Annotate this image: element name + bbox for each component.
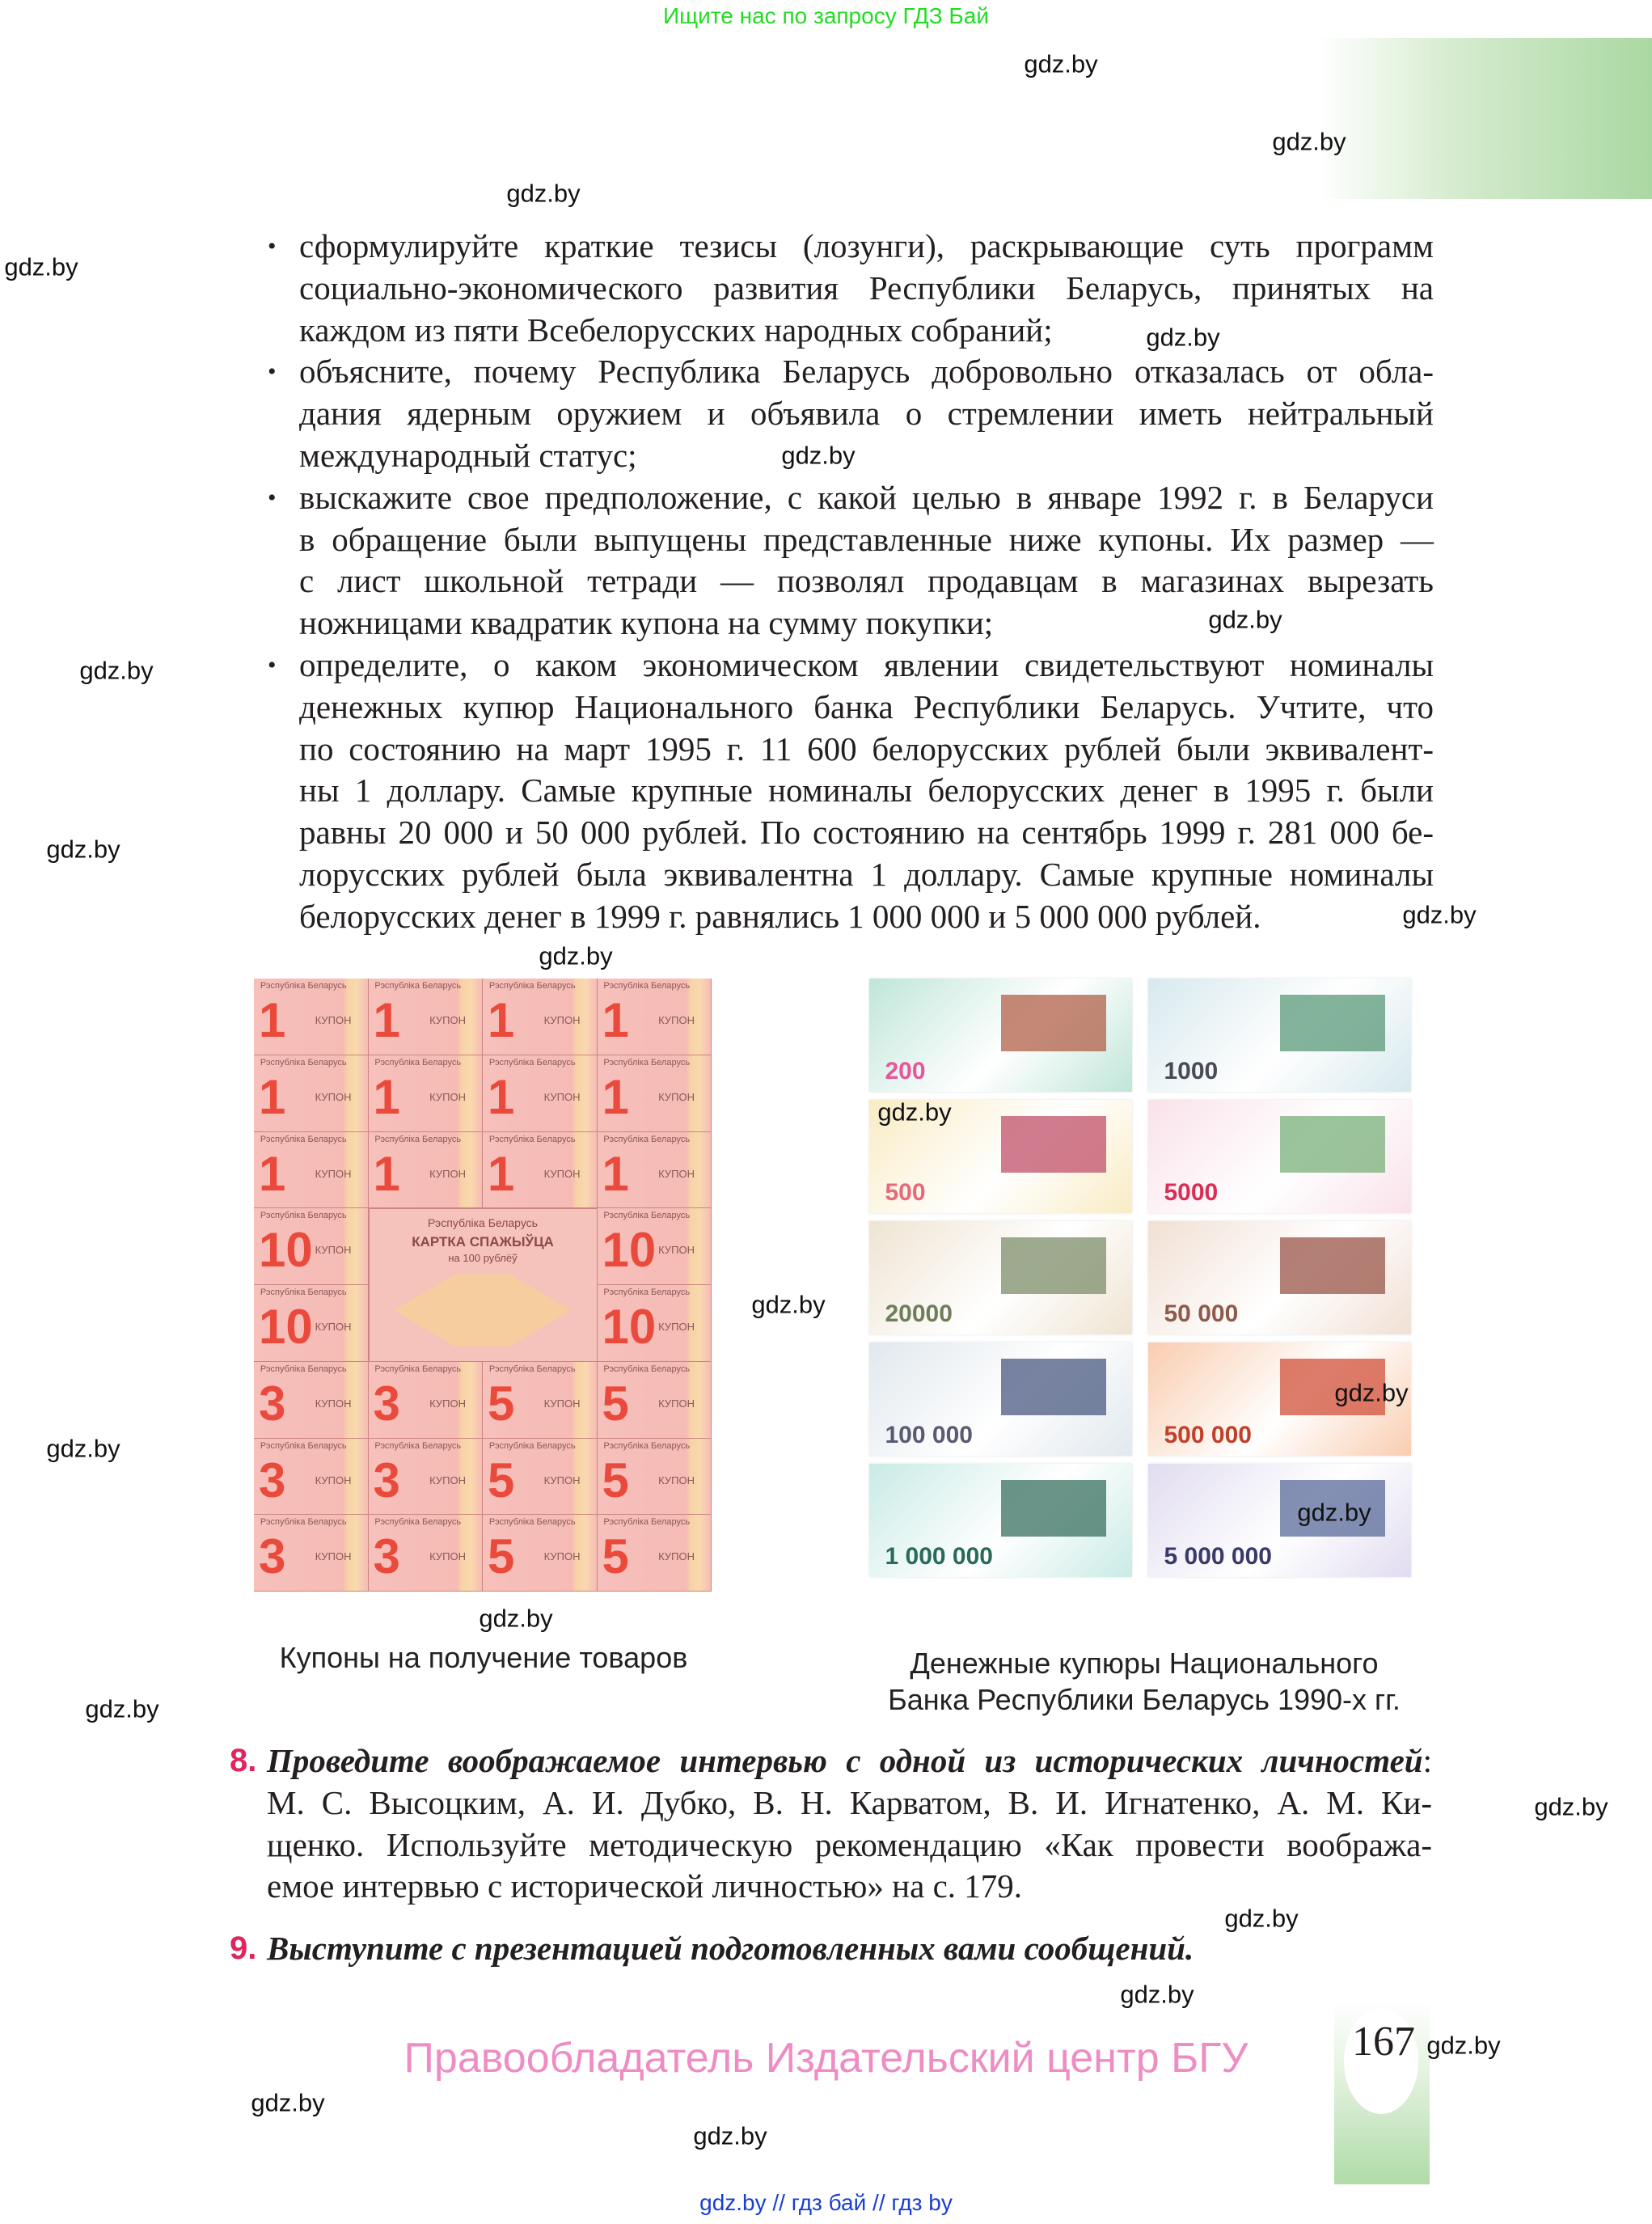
watermark: gdz.by — [479, 1604, 553, 1633]
coupon-label: КУПОН — [315, 1474, 352, 1486]
bullet-item-line: денежных купюр Национального банка Республики Беларусь. Учтите, что — [299, 687, 1434, 725]
watermark: gdz.by — [1534, 1792, 1608, 1821]
banknotes-caption-line: Денежные купюры Национального — [910, 1647, 1379, 1680]
coupon-value: 3 — [259, 1529, 286, 1584]
coupon-value: 1 — [488, 993, 515, 1047]
watermark: gdz.by — [1402, 900, 1477, 929]
coupon-label: КУПОН — [429, 1014, 466, 1026]
coupon-value: 3 — [373, 1376, 400, 1431]
coupon-value: 1 — [259, 1069, 286, 1124]
coupon-value: 1 — [373, 1146, 400, 1201]
banknotes-caption-line: Банка Республики Беларусь 1990-х гг. — [888, 1683, 1401, 1716]
coupon — [254, 1055, 369, 1132]
bullet-item-line: лорусских рублей была эквивалентна 1 доллару. Самые крупные номиналы — [299, 855, 1434, 893]
coupon-value: 1 — [259, 1146, 286, 1201]
coupon — [483, 1439, 598, 1516]
task-number: 9. — [230, 1930, 257, 1966]
bullet-item-line: равны 20 000 и 50 000 рублей. По состоянию на сентябрь 1999 г. 281 000 бе- — [299, 814, 1434, 852]
coupon-header: Рэспубліка Беларусь — [603, 1517, 691, 1528]
coupon-label: КУПОН — [658, 1090, 695, 1103]
banknote-denomination: 500 — [885, 1178, 926, 1206]
watermark: gdz.by — [46, 1434, 120, 1463]
coupon-value: 5 — [602, 1452, 629, 1507]
watermark: gdz.by — [79, 656, 154, 685]
banknote — [869, 1342, 1132, 1456]
copyright-footer: Правообладатель Издательский центр БГУ — [403, 2035, 1249, 2082]
coupon-value: 3 — [373, 1452, 400, 1507]
coupon-label: КУПОН — [429, 1167, 466, 1180]
coupon-header: Рэспубліка Беларусь — [374, 1517, 462, 1528]
watermark: gdz.by — [1024, 49, 1098, 78]
coupon-value: 1 — [488, 1069, 515, 1124]
bullet-icon: • — [268, 233, 277, 260]
banknote-building-illustration — [1280, 1237, 1385, 1294]
coupon-header: Рэспубліка Беларусь — [260, 1517, 347, 1528]
coupon-sheet-image — [254, 979, 712, 1592]
coupon-value: 5 — [602, 1376, 629, 1431]
banknote-denomination: 500 000 — [1164, 1421, 1252, 1448]
coupon-header: Рэспубліка Беларусь — [488, 1517, 576, 1528]
coupon — [598, 1055, 712, 1132]
coupon — [598, 979, 712, 1055]
watermark: gdz.by — [1120, 1980, 1194, 2009]
coupon-label: КУПОН — [429, 1397, 466, 1410]
coupon — [254, 1132, 369, 1209]
coupon-header: Рэспубліка Беларусь — [603, 1057, 691, 1068]
bullet-item-line: дания ядерным оружием и объявила о стремлении иметь нейтральный — [299, 395, 1434, 433]
coupon-header: Рэспубліка Беларусь — [488, 981, 576, 991]
coupon-value: 5 — [488, 1452, 515, 1507]
coupon-header: Рэспубліка Беларусь — [603, 1287, 691, 1297]
coupon-value: 10 — [259, 1223, 313, 1278]
coupon-header: Рэспубліка Беларусь — [603, 1364, 691, 1374]
task-line: щенко. Используйте методическую рекомендацию «Как провести вообража- — [267, 1825, 1432, 1863]
bottom-site-links: gdz.by // гдз бай // гдз by — [699, 2190, 953, 2215]
bullet-icon: • — [268, 484, 277, 511]
coupon-header: Рэспубліка Беларусь — [488, 1134, 576, 1144]
banknote — [869, 1464, 1132, 1577]
banknote-denomination: 50 000 — [1164, 1300, 1239, 1327]
task-title: Выступите с презентацией подготовленных вами сообщений. — [267, 1930, 1194, 1967]
coupon — [369, 1055, 484, 1132]
coupon-value: 10 — [602, 1223, 657, 1278]
watermark: gdz.by — [4, 252, 78, 281]
coupon-header: Рэспубліка Беларусь — [374, 1364, 462, 1374]
bullet-item-line: по состоянию на март 1995 г. 11 600 белорусских рублей были эквивалент- — [299, 729, 1434, 767]
coupon — [254, 1285, 369, 1362]
watermark: gdz.by — [1297, 1498, 1371, 1527]
coupon-header: Рэспубліка Беларусь — [488, 1364, 576, 1374]
banknote-denomination: 100 000 — [885, 1421, 973, 1448]
coupon — [254, 1439, 369, 1516]
coupon — [369, 1362, 484, 1439]
watermark: gdz.by — [1224, 1904, 1299, 1933]
coupon-label: КУПОН — [315, 1014, 352, 1026]
card-line: КАРТКА СПАЖЫЎЦА — [412, 1234, 554, 1250]
banknote-denomination: 5000 — [1164, 1178, 1219, 1206]
coupon — [598, 1439, 712, 1516]
coupon-label: КУПОН — [315, 1167, 352, 1180]
banknote — [1148, 979, 1411, 1092]
coupon-value: 1 — [602, 1146, 629, 1201]
coupon-label: КУПОН — [658, 1321, 695, 1333]
coupon-header: Рэспубліка Беларусь — [260, 1211, 347, 1221]
task-line — [267, 1928, 1432, 1970]
bullet-icon: • — [268, 358, 277, 386]
watermark: gdz.by — [693, 2121, 767, 2150]
card-ornament — [394, 1274, 572, 1347]
watermark: gdz.by — [506, 179, 581, 208]
banknote-building-illustration — [1280, 1116, 1385, 1173]
task-8 — [230, 1740, 1434, 1908]
watermark: gdz.by — [877, 1097, 952, 1127]
coupon — [369, 979, 484, 1055]
coupon-header: Рэспубліка Беларусь — [260, 1440, 347, 1451]
coupon-header: Рэспубліка Беларусь — [374, 1057, 462, 1068]
task-line: М. С. Высоцким, А. И. Дубко, В. Н. Карватом, В. И. Игнатенко, А. М. Ки- — [267, 1783, 1432, 1821]
banknote-denomination: 1000 — [1164, 1057, 1219, 1085]
coupon — [598, 1285, 712, 1362]
bullet-item-line: ножницами квадратик купона на сумму покупки; — [299, 604, 994, 642]
coupon-value: 3 — [259, 1376, 286, 1431]
coupon — [369, 1439, 484, 1516]
coupon-header: Рэспубліка Беларусь — [260, 1134, 347, 1144]
coupon-header: Рэспубліка Беларусь — [260, 1287, 347, 1297]
coupon — [483, 1055, 598, 1132]
coupon-label: КУПОН — [543, 1550, 581, 1563]
watermark: gdz.by — [781, 441, 856, 470]
coupon — [598, 1515, 712, 1592]
page-corner-decoration — [1319, 38, 1652, 199]
task-9 — [230, 1928, 1434, 1970]
watermark: gdz.by — [251, 2088, 325, 2117]
coupon-label: КУПОН — [429, 1550, 466, 1563]
coupon-header: Рэспубліка Беларусь — [374, 1134, 462, 1144]
bullet-item-line: • определите, о каком экономическом явлении свидетельствуют номиналы — [269, 645, 1434, 687]
coupon-label: КУПОН — [543, 1474, 581, 1486]
coupon-header: Рэспубліка Беларусь — [603, 1440, 691, 1451]
coupon-value: 1 — [488, 1146, 515, 1201]
coupon-header: Рэспубліка Беларусь — [374, 1440, 462, 1451]
coupon-header: Рэспубліка Беларусь — [260, 981, 347, 991]
coupon-label: КУПОН — [315, 1321, 352, 1333]
banknote-building-illustration — [1001, 1116, 1106, 1173]
coupon-label: КУПОН — [315, 1397, 352, 1410]
banknote-denomination: 1 000 000 — [885, 1542, 993, 1570]
card-line: на 100 рублёў — [448, 1252, 518, 1265]
banknote — [869, 979, 1132, 1092]
watermark: gdz.by — [1208, 605, 1282, 634]
banknote-building-illustration — [1280, 995, 1385, 1051]
coupon-label: КУПОН — [658, 1014, 695, 1026]
watermark: gdz.by — [1426, 2031, 1501, 2060]
coupons-caption: Купоны на получение товаров — [279, 1641, 688, 1674]
watermark: gdz.by — [751, 1290, 826, 1319]
coupon-label: КУПОН — [315, 1550, 352, 1563]
coupon-header: Рэспубліка Беларусь — [260, 1057, 347, 1068]
consumer-card — [369, 1208, 598, 1362]
task-bullet-list — [269, 226, 1434, 938]
coupon-value: 10 — [602, 1300, 657, 1354]
coupon-label: КУПОН — [543, 1090, 581, 1103]
coupon-value: 1 — [373, 993, 400, 1047]
coupon — [598, 1208, 712, 1285]
watermark: gdz.by — [1334, 1378, 1409, 1407]
coupon-label: КУПОН — [658, 1397, 695, 1410]
watermark: gdz.by — [539, 941, 613, 970]
banknote — [869, 1221, 1132, 1334]
coupon-value: 5 — [488, 1376, 515, 1431]
coupon-header: Рэспубліка Беларусь — [603, 1211, 691, 1221]
coupon-label: КУПОН — [429, 1090, 466, 1103]
page-number: 167 — [1352, 2019, 1415, 2065]
coupon-label: КУПОН — [658, 1474, 695, 1486]
coupon-header: Рэспубліка Беларусь — [488, 1440, 576, 1451]
coupon — [483, 1515, 598, 1592]
card-line: Рэспубліка Беларусь — [428, 1216, 538, 1230]
coupon-value: 5 — [602, 1529, 629, 1584]
bullet-item-line: • объясните, почему Республика Беларусь добровольно отказалась от обла- — [269, 351, 1434, 393]
banknote-building-illustration — [1001, 1237, 1106, 1294]
banknote-denomination: 20000 — [885, 1300, 953, 1327]
bullet-item-line: белорусских денег в 1999 г. равнялись 1 000 000 и 5 000 000 рублей. — [299, 897, 1261, 935]
coupon-label: КУПОН — [429, 1474, 466, 1486]
coupon-value: 1 — [259, 993, 286, 1047]
watermark: gdz.by — [1272, 127, 1346, 156]
banknote-denomination: 5 000 000 — [1164, 1542, 1272, 1570]
coupon — [483, 1132, 598, 1209]
coupon-value: 10 — [259, 1300, 313, 1354]
task-line: Проведите воображаемое интервью с одной из исторических личностей: — [267, 1742, 1432, 1779]
coupon-label: КУПОН — [315, 1244, 352, 1257]
task-title: Проведите воображаемое интервью с одной из исторических личностей — [267, 1742, 1423, 1779]
task-line: емое интервью с исторической личностью» на с. 179. — [267, 1867, 1023, 1905]
coupon-value: 1 — [602, 993, 629, 1047]
coupon — [483, 979, 598, 1055]
banknote — [1148, 1464, 1411, 1577]
coupon-label: КУПОН — [543, 1167, 581, 1180]
bullet-item-line: ны 1 доллару. Самые крупные номиналы белорусских денег в 1995 г. были — [299, 772, 1434, 810]
coupon-header: Рэспубліка Беларусь — [603, 981, 691, 991]
coupon-label: КУПОН — [543, 1397, 581, 1410]
bullet-item-line: в обращение были выпущены представленные ниже купоны. Их размер — — [299, 520, 1434, 558]
coupon — [598, 1362, 712, 1439]
coupon — [254, 1208, 369, 1285]
bullet-item-line: с лист школьной тетради — позволял продавцам в магазинах вырезать — [299, 562, 1434, 600]
coupon-label: КУПОН — [658, 1167, 695, 1180]
coupon-label: КУПОН — [315, 1090, 352, 1103]
coupon — [369, 1515, 484, 1592]
bullet-item-line: каждом из пяти Всебелорусских народных собраний; — [299, 311, 1053, 349]
coupon-header: Рэспубліка Беларусь — [488, 1057, 576, 1068]
coupon-label: КУПОН — [543, 1014, 581, 1026]
banknote-building-illustration — [1001, 1480, 1106, 1537]
watermark: gdz.by — [85, 1694, 159, 1723]
coupon-header: Рэспубліка Беларусь — [260, 1364, 347, 1374]
banknote-building-illustration — [1001, 995, 1106, 1051]
bullet-item-line: • сформулируйте краткие тезисы (лозунги), раскрывающие суть программ — [269, 226, 1434, 268]
coupon — [254, 1362, 369, 1439]
coupon-header: Рэспубліка Беларусь — [374, 981, 462, 991]
coupon-value: 5 — [488, 1529, 515, 1584]
banknote — [1148, 1100, 1411, 1213]
coupon-value: 3 — [259, 1452, 286, 1507]
coupon-value: 1 — [373, 1069, 400, 1124]
bullet-item-line: • выскажите свое предположение, с какой целью в январе 1992 г. в Беларуси — [269, 477, 1434, 519]
coupon — [254, 1515, 369, 1592]
banknote — [1148, 1221, 1411, 1334]
coupon — [598, 1132, 712, 1209]
coupon-header: Рэспубліка Беларусь — [603, 1134, 691, 1144]
watermark: gdz.by — [46, 835, 120, 864]
coupon — [483, 1362, 598, 1439]
banknote-denomination: 200 — [885, 1057, 926, 1085]
bullet-item-line: социально-экономического развития Республики Беларусь, принятых на — [299, 268, 1434, 307]
watermark: gdz.by — [1146, 323, 1220, 352]
bullet-item-line: международный статус; — [299, 436, 637, 474]
bullet-icon: • — [268, 651, 277, 679]
coupon — [254, 979, 369, 1055]
task-number: 8. — [230, 1743, 257, 1778]
coupon-value: 3 — [373, 1529, 400, 1584]
coupon-label: КУПОН — [658, 1550, 695, 1563]
search-banner: Ищите нас по запросу ГДЗ Бай — [662, 3, 990, 28]
coupon-label: КУПОН — [658, 1244, 695, 1257]
banknote-building-illustration — [1001, 1359, 1106, 1415]
coupon — [369, 1132, 484, 1209]
coupon-value: 1 — [602, 1069, 629, 1124]
